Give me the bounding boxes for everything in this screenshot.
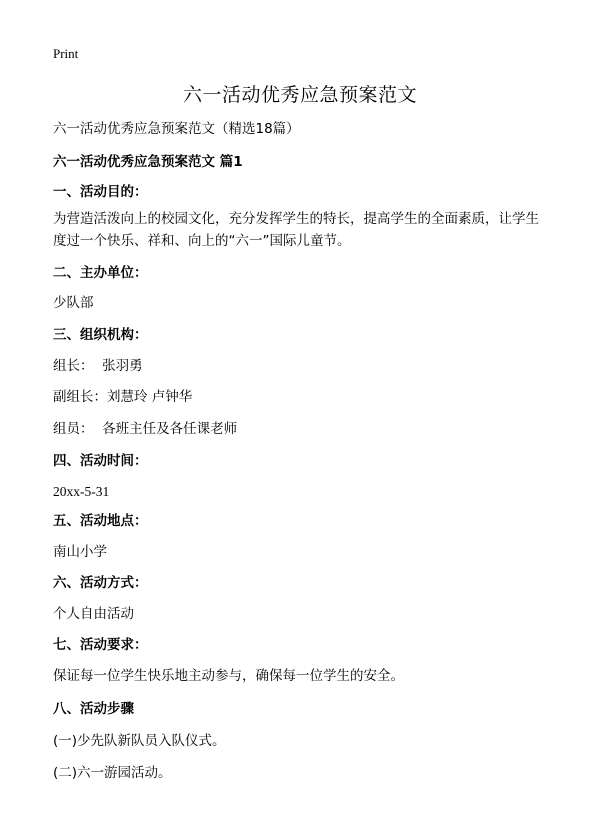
heading-steps: 八、活动步骤 [53, 701, 134, 717]
requirements-text: 保证每一位学生快乐地主动参与，确保每一位学生的安全。 [53, 668, 404, 684]
method-text: 个人自由活动 [53, 606, 134, 622]
step-2-text: (二)六一游园活动。 [53, 765, 172, 781]
leader-text: 组长： 张羽勇 [53, 358, 143, 374]
heading-organization: 三、组织机构： [53, 327, 148, 343]
location-text: 南山小学 [53, 544, 107, 560]
time-text: 20xx-5-31 [53, 484, 110, 499]
document-subtitle: 六一活动优秀应急预案范文（精选18篇） [53, 121, 300, 137]
heading-organizer: 二、主办单位： [53, 265, 148, 281]
organizer-text: 少队部 [53, 295, 94, 311]
step-1-text: (一)少先队新队员入队仪式。 [53, 733, 226, 749]
purpose-text: 为营造活泼向上的校园文化，充分发挥学生的特长，提高学生的全面素质，让学生度过一个快乐、祥和、向上的“六一”国际儿童节。 [53, 211, 539, 249]
members-text: 组员： 各班主任及各任课老师 [53, 421, 238, 437]
heading-location: 五、活动地点： [53, 513, 148, 529]
document-title: 六一活动优秀应急预案范文 [182, 84, 417, 106]
heading-requirements: 七、活动要求： [53, 637, 148, 653]
section-title: 六一活动优秀应急预案范文 篇1 [53, 154, 243, 170]
heading-purpose: 一、活动目的： [53, 184, 148, 200]
heading-time: 四、活动时间： [53, 453, 148, 469]
heading-method: 六、活动方式： [53, 575, 148, 591]
print-link[interactable]: Print [53, 46, 79, 61]
deputy-leader-text: 副组长：刘慧玲 卢钟华 [53, 389, 193, 405]
